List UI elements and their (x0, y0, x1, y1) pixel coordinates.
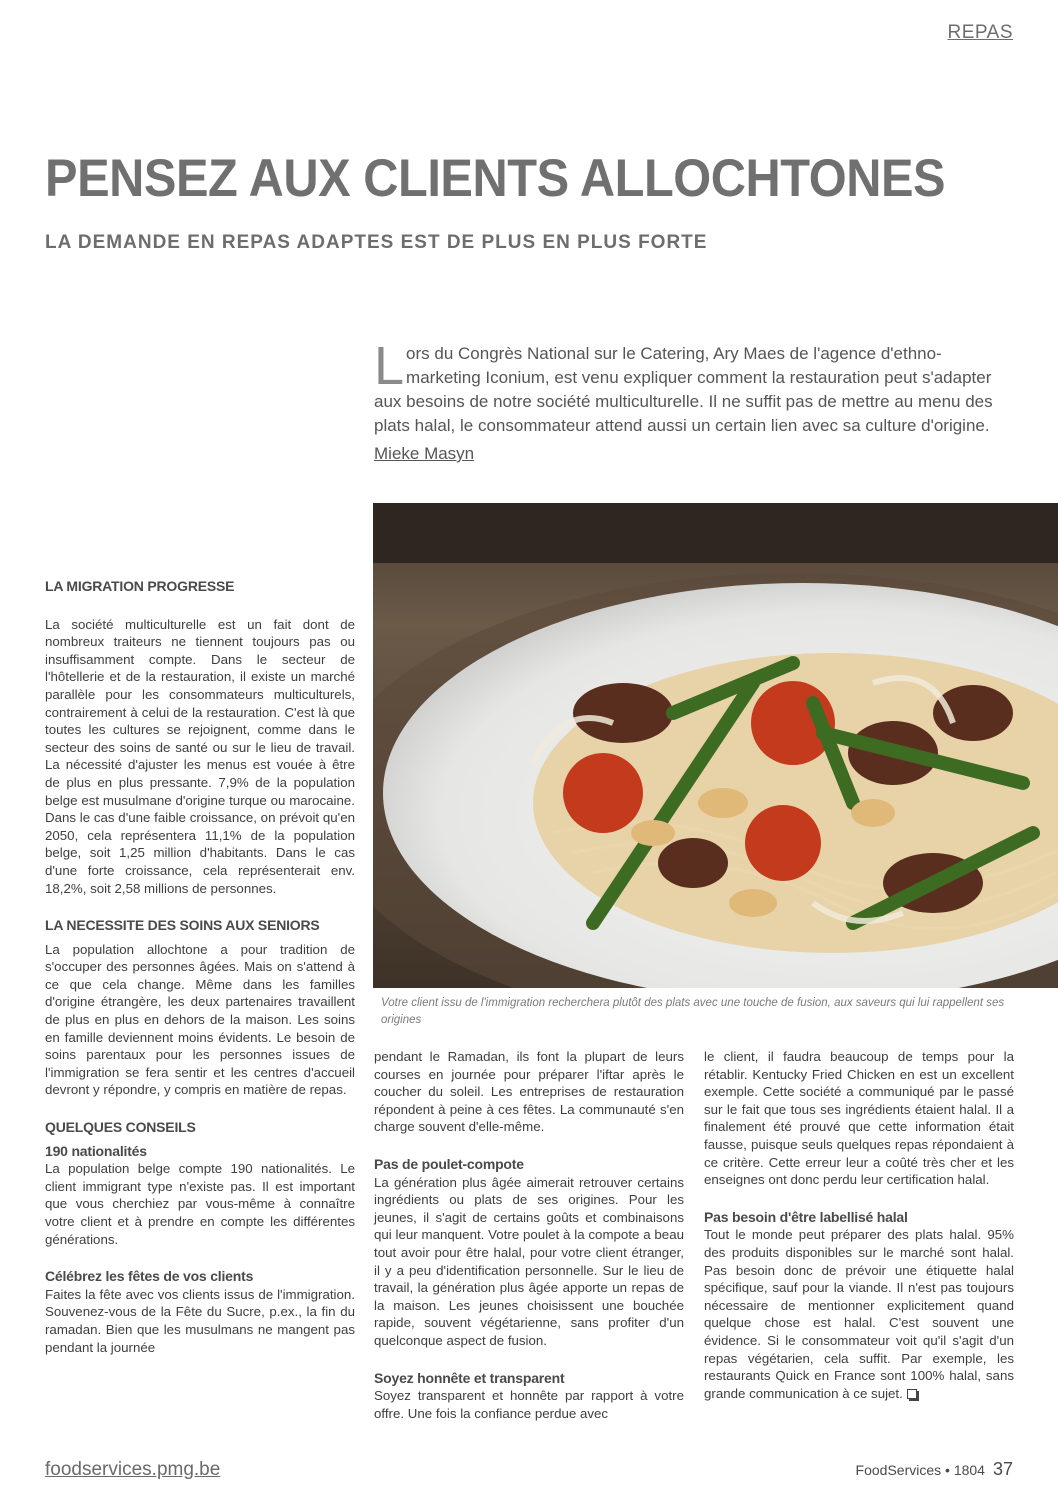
paragraph-nationalites: La population belge compte 190 nationalités. Le client immigrant type n'existe pas. Il est important que vous cherchiez par vous-même à connaître votre client et à prendre en compte les différentes générations. (45, 1161, 355, 1247)
paragraph-ramadan: pendant le Ramadan, ils font la plupart de leurs courses en journée pour préparer l'iftar après le coucher du soleil. Les entreprises de restauration répondent à peine à ces fêtes. La communauté s'en charge souvent d'elle-même. (374, 1049, 684, 1135)
paragraph-poulet: La génération plus âgée aimerait retrouver certains ingrédients ou plats de ses origines. Pour les jeunes, il s'agit de certains goûts et combinaisons qui leur manquent. Votre poulet à la compote a beau tout avoir pour être halal, pour votre client étranger, il y a peu d'identification personnelle. Sur le lieu de travail, la génération plus âgée apporte un repas de la maison. Les jeunes choisissent une bouchée rapide, souvent végétarienne, sans profiter d'un quelconque aspect de fusion. (374, 1174, 684, 1348)
article-title: PENSEZ AUX CLIENTS ALLOCHTONES (45, 149, 946, 208)
footer-info (856, 1459, 1013, 1480)
paragraph-honnete: Soyez transparent et honnête par rapport à votre offre. Une fois la confiance perdue avec (374, 1388, 684, 1421)
heading-conseils: QUELQUES CONSEILS (45, 1119, 196, 1136)
heading-label: Pas besoin d'être labellisé halal (704, 1208, 908, 1225)
food-photo (373, 503, 1058, 988)
author-link[interactable]: Mieke Masyn (374, 444, 475, 463)
paragraph-client: le client, il faudra beaucoup de temps pour la rétablir. Kentucky Fried Chicken en est un excellent exemple. Cette société a communiqué par le passé sur le fait que tous ses ingrédients étaient halal. Il a finalement été prouvé que cette information était fausse, puisque seuls quelques repas répondaient à ce critère. Cette erreur leur a coûté très cher et les enseignes ont donc perdu leur certification halal. (704, 1049, 1014, 1188)
heading-nationalites: 190 nationalités (45, 1142, 147, 1159)
end-mark-icon (907, 1389, 917, 1399)
photo-caption: Votre client issu de l'immigration recherchera plutôt des plats avec une touche de fusion, aux saveurs qui lui rappellent ses origines (381, 997, 1005, 1026)
paragraph-label (704, 1226, 1014, 1402)
paragraph-fetes: Faites la fête avec vos clients issus de l'immigration. Souvenez-vous de la Fête du Sucre, p.ex., la fin du ramadan. Bien que les musulmans ne mangent pas pendant la journée (45, 1286, 355, 1355)
lead-paragraph (374, 336, 1014, 438)
article-subtitle: LA DEMANDE EN REPAS ADAPTES EST DE PLUS EN PLUS FORTE (45, 232, 708, 253)
column-3 (704, 1048, 1014, 1402)
food-photo-stir-fry-icon (373, 503, 1058, 988)
footer-url-link[interactable]: foodservices.pmg.be (45, 1459, 221, 1480)
paragraph-seniors: La population allochtone a pour tradition de s'occuper des personnes âgées. Mais on s'attend à ce que cela change. Même dans les familles d'origine étrangère, les deux partenaires travaillent de plus en plus en dehors de la maison. Les soins en famille deviennent moins évidents. Le besoin de soins parentaux pour les personnes issues de l'immigration se fera sentir et les centres d'accueil devront y répondre, y compris en matière de repas. (45, 941, 355, 1098)
column-1 (45, 578, 355, 1356)
heading-fetes: Célébrez les fêtes de vos clients (45, 1268, 254, 1285)
drop-cap: L (374, 336, 405, 396)
page-number: 37 (992, 1459, 1013, 1479)
heading-migration: LA MIGRATION PROGRESSE (45, 578, 235, 594)
heading-seniors: LA NECESSITE DES SOINS AUX SENIORS (45, 917, 320, 934)
lead-text: ors du Congrès National sur le Catering, Ary Maes de l'agence d'ethno-marketing Iconium, est venu expliquer comment la restauration peut s'adapter aux besoins de notre société multiculturelle. Il ne suffit pas de mettre au menu des plats halal, le consommateur attend aussi un certain lien avec sa culture d'origine. (374, 344, 993, 435)
heading-honnete: Soyez honnête et transparent (374, 1369, 565, 1386)
section-tag[interactable]: REPAS (947, 22, 1013, 43)
magazine-issue: FoodServices • 1804 (855, 1462, 985, 1478)
paragraph-label-text: Tout le monde peut préparer des plats halal. 95% des produits disponibles sur le marché sont halal. Pas besoin donc de prévoir une étiquette halal spécifique, sauf pour la viande. Il n'est pas toujours nécessaire de mentionner explicitement quand quelque chose est halal. C'est souvent une évidence. Si le consommateur voit qu'il s'agit d'un repas végétarien, cela suffit. Par exemple, les restaurants Quick en France sont 100% halal, sans grande communication à ce sujet. (704, 1227, 1014, 1401)
column-2 (374, 1048, 684, 1422)
paragraph-migration: La société multiculturelle est un fait dont de nombreux traiteurs ne tiennent toujours pas ou insuffisamment compte. Dans le secteur de l'hôtellerie et de la restauration, il existe un marché parallèle pour les consommateurs multiculturels, contrairement à celui de la restauration. C'est là que toutes les cultures se rejoignent, comme dans le secteur des soins de santé ou sur le lieu de travail. La nécessité d'ajuster les menus est vouée à être de plus en plus pressante. 7,9% de la population belge est musulmane d'origine turque ou marocaine. Dans le cas d'une faible croissance, on prévoit qu'en 2050, cela représentera 11,1% de la population belge, soit 1,25 million d'habitants. Dans le cas d'une forte croissance, cela représenterait env. 18,2%, soit 2,58 millions de personnes. (45, 616, 355, 896)
heading-poulet: Pas de poulet-compote (374, 1155, 524, 1172)
